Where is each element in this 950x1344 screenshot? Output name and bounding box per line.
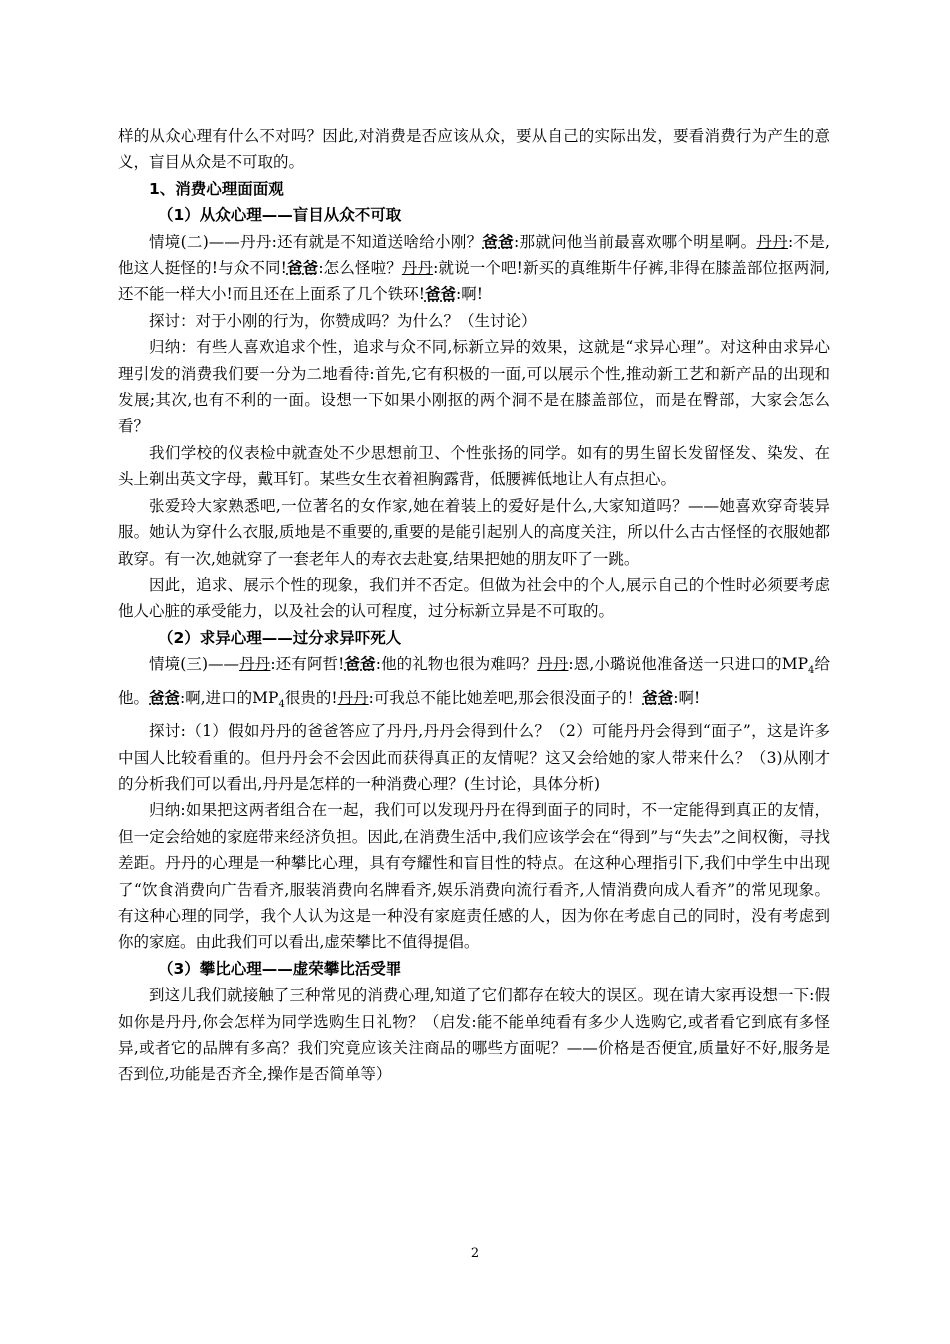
scenario-text: :他的礼物也很为难吗？ xyxy=(375,655,538,674)
speaker-dandan: 丹丹 xyxy=(337,688,369,707)
scenario-text: :恩,小璐说他准备送一只进口的MP xyxy=(568,655,808,674)
scenario-text: :还有阿哲! xyxy=(270,655,345,674)
paragraph-intro: 样的从众心理有什么不对吗？因此,对消费是否应该从众，要从自己的实际出发，要看消费行为产生的意义，盲目从众是不可取的。 xyxy=(118,127,830,172)
speaker-dad: 爸爸 xyxy=(149,687,181,707)
scenario-text: :啊! xyxy=(673,688,701,707)
scenario-two xyxy=(118,229,830,308)
subheading-comparison: （3）攀比心理——虚荣攀比活受罪 xyxy=(158,959,402,978)
scenario-text: :不是,他这人挺怪的!与众不同! xyxy=(118,232,830,278)
scenario-text: 很贵的! xyxy=(284,688,338,707)
scenario-text: 给他。 xyxy=(118,655,830,707)
speaker-dad: 爸爸 xyxy=(482,231,514,251)
scenario-text: :那就问他当前最喜欢哪个明星啊。 xyxy=(514,232,757,251)
subheading-difference: （2）求异心理——过分求异吓死人 xyxy=(158,628,402,647)
paragraph-school: 我们学校的仪表检中就查处不少思想前卫、个性张扬的同学。如有的男生留长发留怪发、染发、在头上剃出英文字母，戴耳钉。某些女生衣着袒胸露背，低腰裤低地让人有点担心。 xyxy=(118,443,830,489)
speaker-dad: 爸爸 xyxy=(642,687,674,707)
speaker-dad: 爸爸 xyxy=(286,258,319,278)
scenario-text: :啊! xyxy=(455,285,483,304)
discussion-two: 探讨:（1）假如丹丹的爸爸答应了丹丹,丹丹会得到什么？（2）可能丹丹会得到“面子”，这是许多中国人比较看重的。但丹丹会不会因此而获得真正的友情呢？这又会给她的家人带来什么？（3)从刚才的分析我们可以看出,丹丹是怎样的一种消费心理？(生讨论，具体分析) xyxy=(118,722,830,793)
scenario-text: 情境(三)—— xyxy=(149,655,240,674)
section-heading: 1、消费心理面面观 xyxy=(149,179,284,198)
discussion-one: 探讨：对于小刚的行为，你赞成吗？为什么？（生讨论） xyxy=(149,311,537,330)
page-number: 2 xyxy=(470,1246,480,1261)
summary-two: 归纳:如果把这两者组合在一起，我们可以发现丹丹在得到面子的同时，不一定能得到真正的友情，但一定会给她的家庭带来经济负担。因此,在消费生活中,我们应该学会在“得到”与“失去”之间权衡，寻找差距。丹丹的心理是一种攀比心理，具有夸耀性和盲目性的特点。在这种心理指引下,我们中学生中出现了“饮食消费向广告看齐,服装消费向名牌看齐,娱乐消费向流行看齐,人情消费向成人看齐”的常见现象。有这种心理的同学，我个人认为这是一种没有家庭责任感的人，因为你在考虑自己的同时，没有考虑到你的家庭。由此我们可以看出,虚荣攀比不值得提倡。 xyxy=(118,801,830,952)
scenario-three xyxy=(118,651,830,718)
summary-one: 归纳：有些人喜欢追求个性，追求与众不同,标新立异的效果，这就是“求异心理”。对这种由求异心理引发的消费我们要一分为二地看待:首先,它有积极的一面,可以展示个性,推动新工艺和新产品的出现和发展;其次,也有不利的一面。设想一下如果小刚抠的两个洞不是在膝盖部位，而是在臀部，大家会怎么看？ xyxy=(118,338,830,436)
document-body xyxy=(118,123,830,1088)
paragraph-zhang-ailing: 张爱玲大家熟悉吧,一位著名的女作家,她在着装上的爱好是什么,大家知道吗？——她喜欢穿奇装异服。她认为穿什么衣服,质地是不重要的,重要的是能引起别人的高度关注，所以什么古古怪怪的衣服她都敢穿。有一次,她就穿了一套老年人的寿衣去赴宴,结果把她的朋友吓了一跳。 xyxy=(118,496,830,568)
scenario-text: :怎么怪啦？ xyxy=(318,259,402,278)
speaker-dandan: 丹丹 xyxy=(239,655,271,674)
subscript: 4 xyxy=(808,665,815,677)
speaker-dandan: 丹丹 xyxy=(401,259,434,278)
scenario-text: :啊,进口的MP xyxy=(180,688,279,707)
scenario-text: 情境(二)——丹丹:还有就是不知道送啥给小刚？ xyxy=(149,232,483,251)
subheading-conformity: （1）从众心理——盲目从众不可取 xyxy=(158,206,402,225)
speaker-dandan: 丹丹 xyxy=(756,232,788,251)
paragraph-conclusion: 因此，追求、展示个性的现象，我们并不否定。但做为社会中的个人,展示自己的个性时必须要考虑他人心脏的承受能力，以及社会的认可程度，过分标新立异是不可取的。 xyxy=(118,575,830,621)
speaker-dad: 爸爸 xyxy=(424,284,456,304)
subscript: 4 xyxy=(278,698,285,710)
scenario-text: :就说一个吧!新买的真维斯牛仔裤,非得在膝盖部位抠两洞,还不能一样大小!而且还在上面系了几个铁环! xyxy=(118,259,830,304)
paragraph-gift-choice: 到这儿我们就接触了三种常见的消费心理,知道了它们都存在较大的误区。现在请大家再设想一下:假如你是丹丹,你会怎样为同学选购生日礼物？（启发:能不能单纯看有多少人选购它,或者看它到底有多怪异,或者它的品牌有多高？我们究竟应该关注商品的哪些方面呢？——价格是否便宜,质量好不好,服务是否到位,功能是否齐全,操作是否简单等） xyxy=(118,986,830,1084)
scenario-text: :可我总不能比她差吧,那会很没面子的！ xyxy=(368,688,643,707)
speaker-dandan: 丹丹 xyxy=(537,655,569,674)
speaker-dad: 爸爸 xyxy=(344,654,376,674)
